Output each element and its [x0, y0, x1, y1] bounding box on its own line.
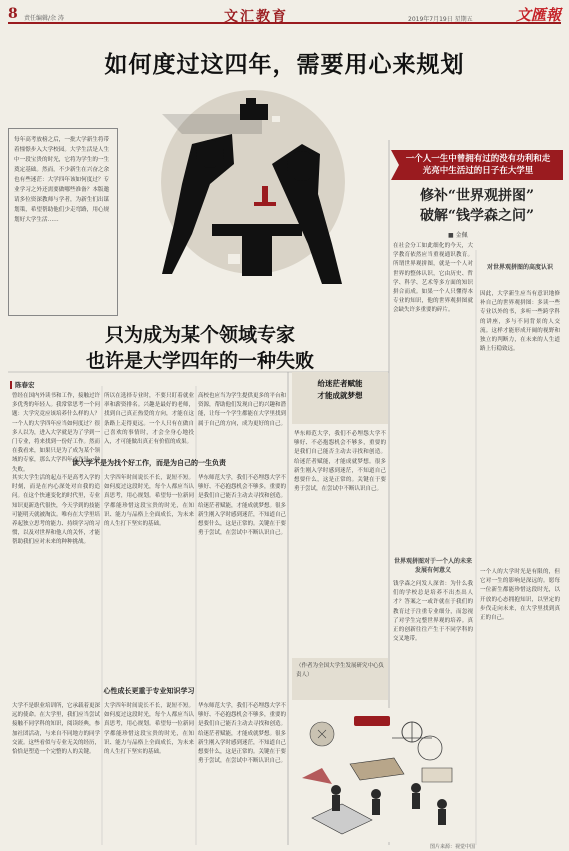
page-number: 8 — [8, 6, 18, 22]
author-note: （作者为全国大学生发展研究中心负责人） — [292, 658, 388, 700]
col-mid-text: 华东师范大学，我们不必埋怨大学不够好、不必抱怨机会不够多，重要的是我们自己能否主动去寻找和创造。给迷茫者赋能，才能成就梦想。很多新生刚入学时感到迷茫，不知道自己想要什么，这是正常的。关键在于要勇于尝试，在尝试中不断认识自己。 — [294, 431, 386, 493]
illustration-silhouettes — [122, 74, 384, 306]
main-headline: 如何度过这四年，需要用心来规划 — [104, 52, 465, 78]
col5-text-a: 因此，大学新生应当有意识地修补自己的世界观拼图：多读一些专业以外的书，多听一些跨学科的讲座，多与不同背景的人交流。这样才能形成开阔的视野和独立的判断力，在未来的人生道路上行稳致远。 — [480, 291, 560, 353]
col4-text-b: 钱学森之问发人深省：为什么我们的学校总是培养不出杰出人才？答案之一或许就在于我们的教育过于注重专业细分，而忽视了对学生完整世界观的培养。真正的创新往往产生于不同学科的交叉地带。 — [393, 581, 473, 643]
col5-text-b: 一个人的大学时光是有限的，但它对一生的影响是深远的。愿每一位新生都能珍惜这段时光，以开放的心态拥抱知识，以坚定的步伐走向未来，在大学里找到真正的自己。 — [480, 569, 560, 622]
image-caption: 图片来源：视觉中国 — [430, 844, 476, 850]
col2-text-b: 大学四年时间说长不长，说短不短。如何度过这段时光，每个人都应当认真思考，用心规划。希望每一位新同学都能珍惜这段宝贵的时光，在知识、能力与品格上全面成长，为未来的人生打下坚实的基础。 — [104, 475, 194, 528]
col3-text-top: 高校也应当为学生提供更多的平台和资源，帮助他们发现自己的兴趣和潜能，让每一个学生都能在大学里找到属于自己的方向，成为更好的自己。 — [198, 393, 287, 427]
col1-text-b: 其实大学生活的起点不是高考入学的时刻，而是在内心深处对自我的追问。在这个快速变化的时代里，专业知识更新迭代很快，今天学到的技能可能明天就被淘汰。唯有在大学里培养起独立思考的能力、持续学习的习惯，以及对世界和他人的关怀，才能帮助我们应对未来的种种挑战。 — [12, 475, 101, 546]
sidebar-box — [292, 372, 388, 424]
feature-title — [391, 186, 563, 226]
sidebar-title-line1: 给迷茫者赋能 — [317, 379, 363, 388]
col2-text-a: 所以在选择专业时，不要只盯着就业率和薪资排名。兴趣是最好的老师，找到自己真正热爱的方向，才能在这条路上走得更远。一个人只有在做自己喜欢的事情时，才会全身心地投入，才可能做出真正有价值的成果。 — [104, 393, 194, 446]
intro-box — [8, 128, 118, 316]
section1-heading: 读大学不是为找个好工作，而是为自己的一生负责 — [72, 459, 226, 467]
issue-date: 2019年7月19日 星期五 — [408, 16, 473, 23]
newspaper-logo: 文匯報 — [515, 6, 561, 24]
feature-byline: ■ 金佩 — [448, 232, 468, 239]
feature-title-line2: 破解“钱学森之问” — [419, 208, 535, 224]
graduation-illustration — [292, 708, 464, 842]
feature-headline — [8, 322, 392, 374]
feature-author: 陈春宏 — [15, 381, 35, 389]
intro-text: 每年高考放榜之后，一批大学新生将带着憧憬步入大学校园。大学生活是人生中一段宝贵的时光，它将为学生的一生奠定基础。然而，不少新生在兴奋之余也有些迷茫：大学四年该如何度过？专业学习之外还需要做哪些准备？本版邀请多位资深教师与学者，为新生们出谋划策，希望帮助他们少走弯路，用心规划好大学生活…… — [14, 137, 110, 223]
col2-text-c: 大学四年时间说长不长，说短不短。如何度过这段时光，每个人都应当认真思考，用心规划。希望每一位新同学都能珍惜这段宝贵的时光，在知识、能力与品格上全面成长，为未来的人生打下坚实的基础。 — [104, 703, 194, 756]
feature-sub2: 对世界观拼图的高度认识 — [486, 264, 553, 271]
page-tag: 责任编辑/余 涛 — [24, 15, 64, 22]
col4-text-a: 在社会分工如此细化的今天，大学教育依然应当重视通识教育。所谓世界观拼图，就是一个人对世界的整体认识，它由历史、哲学、科学、艺术等多方面的知识拼合而成。如果一个人只懂得本专业的知识，他的世界观拼图就会缺失许多重要的碎片。 — [393, 243, 473, 314]
masthead — [8, 6, 561, 24]
feature-sub1: 世界观拼图对于一个人的未来发展有何意义 — [393, 558, 472, 574]
col1-text-a: 曾经在国内外读书和工作，接触过许多优秀的年轻人。我常常思考一个问题：大学究竟应该培养什么样的人？一个人的大学四年应当如何度过？很多人以为，进入大学就是为了学到一门专业，将来找到一份好工作。然而在我看来，如果只是为了成为某个领域的专家，那么大学四年或许是一种失败。 — [12, 393, 101, 473]
feature-banner-text: 一个人一生中曾拥有过的没有功利和走光亮中生活过的日子在大学里 — [405, 154, 551, 176]
col3-text-mid: 华东师范大学，我们不必埋怨大学不够好、不必抱怨机会不够多，重要的是我们自己能否主动去寻找和创造。给迷茫者赋能，才能成就梦想。很多新生刚入学时感到迷茫，不知道自己想要什么，这是正常的。关键在于要勇于尝试，在尝试中不断认识自己。 — [198, 475, 287, 537]
feature-title-line1: 修补“世界观拼图” — [419, 188, 535, 204]
feature-headline-line2: 也许是大学四年的一种失败 — [85, 350, 314, 372]
col1-text-c: 大学不是职业培训所，它承载着更深远的使命。在大学里，我们应当尝试接触不同学科的知识，阅读经典，参加社团活动，与来自不同地方的同学交流。这些看似与专业无关的经历，恰恰是塑造一个完整的人的关键。 — [12, 703, 101, 756]
feature-headline-line1: 只为成为某个领域专家 — [104, 324, 295, 346]
sidebar-title — [292, 378, 388, 402]
section-title: 文汇教育 — [224, 9, 288, 25]
col3-text-bottom: 华东师范大学，我们不必埋怨大学不够好、不必抱怨机会不够多，重要的是我们自己能否主动去寻找和创造。给迷茫者赋能，才能成就梦想。很多新生刚入学时感到迷茫，不知道自己想要什么，这是正常的。关键在于要勇于尝试，在尝试中不断认识自己。 — [198, 703, 287, 765]
author-marker — [10, 381, 12, 389]
section2-heading: 心性成长更重于专业知识学习 — [103, 687, 195, 695]
sidebar-title-line2: 才能成就梦想 — [317, 391, 363, 400]
